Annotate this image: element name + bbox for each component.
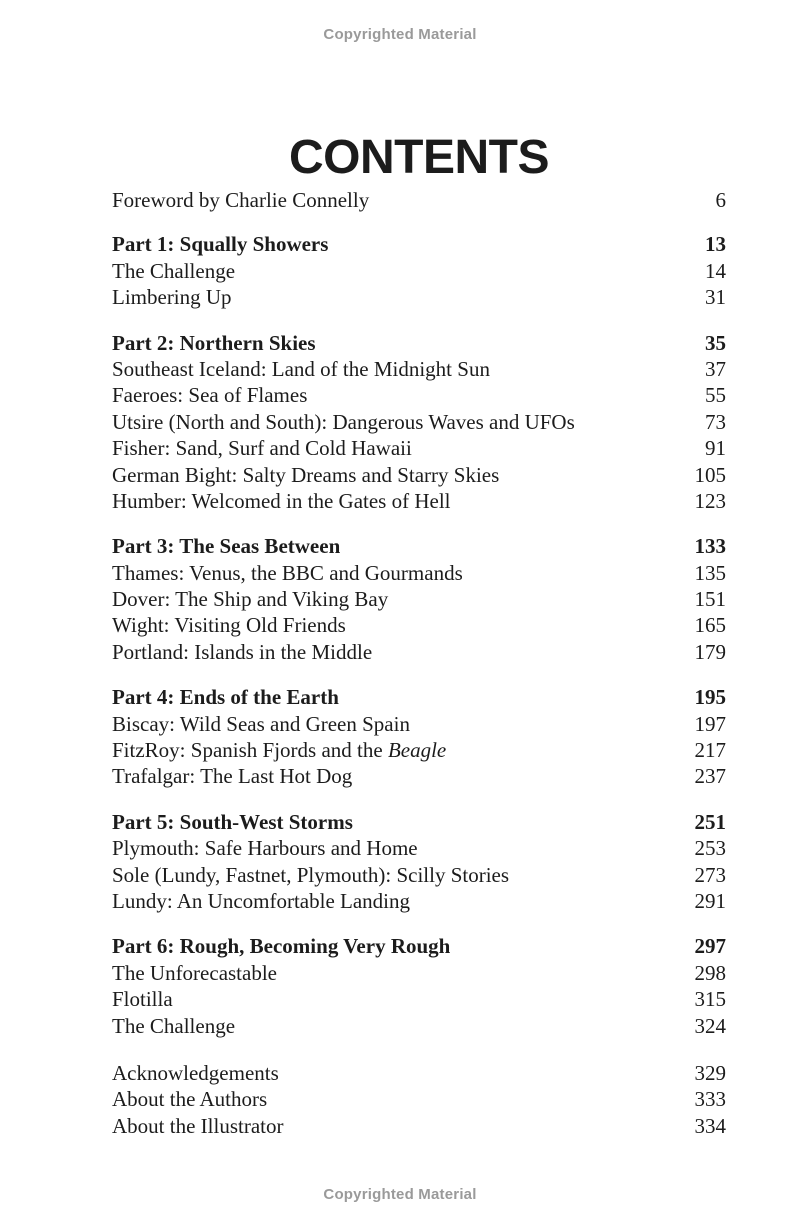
entry-title: Utsire (North and South): Dangerous Waves and UFOs [112, 409, 575, 434]
entry-page: 55 [705, 383, 726, 408]
entry-title: About the Authors [112, 1087, 268, 1112]
entry-title: Flotilla [112, 987, 173, 1012]
toc-entry [112, 560, 726, 586]
part-page: 133 [694, 534, 726, 559]
entry-page: 329 [694, 1060, 726, 1085]
entry-title: German Bight: Salty Dreams and Starry Skies [112, 462, 500, 487]
part-heading [112, 533, 726, 559]
part-page: 251 [694, 809, 726, 834]
toc-entry [112, 435, 726, 461]
part-title: Part 4: Ends of the Earth [112, 685, 339, 710]
part-heading [112, 684, 726, 710]
toc-entry [112, 409, 726, 435]
entry-title: Dover: The Ship and Viking Bay [112, 587, 389, 612]
part-heading [112, 231, 726, 257]
toc-entry [112, 1013, 726, 1039]
entry-title: Portland: Islands in the Middle [112, 639, 373, 664]
entry-page: 217 [694, 738, 726, 763]
toc-entry [112, 1060, 726, 1086]
toc-entry [112, 737, 726, 763]
entry-title: Acknowledgements [112, 1060, 279, 1085]
entry-title: Fisher: Sand, Surf and Cold Hawaii [112, 436, 412, 461]
entry-page: 135 [694, 560, 726, 585]
entry-page: 151 [694, 587, 726, 612]
entry-page: 6 [715, 188, 726, 212]
toc-entry [112, 284, 726, 310]
entry-title: The Challenge [112, 1013, 236, 1038]
entry-title: Sole (Lundy, Fastnet, Plymouth): Scilly Stories [112, 862, 510, 887]
entry-title: The Challenge [112, 258, 236, 283]
entry-page: 333 [694, 1087, 726, 1112]
entry-page: 37 [705, 356, 726, 381]
part-title: Part 1: Squally Showers [112, 232, 329, 257]
entry-title: Wight: Visiting Old Friends [112, 613, 346, 638]
entry-page: 105 [694, 462, 726, 487]
table-of-contents [112, 187, 726, 1139]
toc-entry [112, 711, 726, 737]
entry-title: Limbering Up [112, 285, 232, 310]
entry-page: 253 [694, 836, 726, 861]
entry-title: Southeast Iceland: Land of the Midnight Sun [112, 356, 490, 381]
part-title: Part 5: South-West Storms [112, 809, 353, 834]
toc-part-5 [112, 809, 726, 915]
entry-title: Trafalgar: The Last Hot Dog [112, 764, 353, 789]
part-title: Part 2: Northern Skies [112, 330, 316, 355]
entry-page: 179 [694, 639, 726, 664]
entry-page: 298 [694, 960, 726, 985]
toc-entry [112, 763, 726, 789]
toc-entry [112, 986, 726, 1012]
entry-page: 197 [694, 711, 726, 736]
toc-entry [112, 1113, 726, 1139]
toc-entry [112, 862, 726, 888]
entry-title-text: FitzRoy: Spanish Fjords and the [112, 738, 388, 763]
toc-entry [112, 888, 726, 914]
toc-entry [112, 382, 726, 408]
toc-entry [112, 258, 726, 284]
entry-title-italic: Beagle [387, 738, 447, 763]
entry-page: 165 [694, 613, 726, 638]
toc-entry [112, 835, 726, 861]
entry-page: 31 [705, 285, 726, 310]
toc-entry [112, 1086, 726, 1112]
toc-entry [112, 960, 726, 986]
entry-page: 237 [694, 764, 726, 789]
toc-part-4 [112, 684, 726, 790]
entry-page: 123 [694, 488, 726, 513]
part-page: 35 [705, 330, 726, 355]
toc-entry [112, 356, 726, 382]
entry-title: Biscay: Wild Seas and Green Spain [112, 711, 410, 736]
entry-page: 315 [694, 987, 726, 1012]
part-page: 297 [694, 934, 726, 959]
toc-back-matter [112, 1060, 726, 1139]
entry-title: Foreword by Charlie Connelly [112, 188, 370, 212]
toc-entry [112, 639, 726, 665]
entry-page: 324 [694, 1013, 726, 1038]
page-title: CONTENTS [289, 131, 549, 185]
toc-entry [112, 488, 726, 514]
entry-title: Lundy: An Uncomfortable Landing [112, 888, 411, 913]
toc-part-1 [112, 231, 726, 310]
entry-page: 91 [705, 436, 726, 461]
part-page: 195 [694, 685, 726, 710]
entry-page: 334 [694, 1113, 726, 1138]
entry-title: About the Illustrator [112, 1113, 284, 1138]
toc-entry [112, 187, 726, 213]
toc-part-3 [112, 533, 726, 665]
entry-page: 14 [705, 258, 726, 283]
part-heading [112, 330, 726, 356]
toc-foreword [112, 187, 726, 213]
watermark-bottom: Copyrighted Material [323, 1186, 477, 1203]
part-heading [112, 933, 726, 959]
part-heading [112, 809, 726, 835]
toc-part-6 [112, 933, 726, 1039]
entry-title: Faeroes: Sea of Flames [112, 383, 308, 408]
part-page: 13 [705, 232, 726, 257]
part-title: Part 3: The Seas Between [112, 534, 341, 559]
entry-title: Thames: Venus, the BBC and Gourmands [112, 560, 463, 585]
entry-page: 291 [694, 888, 726, 913]
entry-page: 273 [694, 862, 726, 887]
part-title: Part 6: Rough, Becoming Very Rough [112, 934, 451, 959]
toc-entry [112, 462, 726, 488]
entry-title: The Unforecastable [112, 960, 277, 985]
toc-entry [112, 612, 726, 638]
entry-title: Plymouth: Safe Harbours and Home [112, 836, 418, 861]
watermark-top: Copyrighted Material [323, 26, 477, 43]
entry-title: Humber: Welcomed in the Gates of Hell [112, 488, 451, 513]
entry-page: 73 [705, 409, 726, 434]
toc-entry [112, 586, 726, 612]
toc-part-2 [112, 330, 726, 515]
entry-title [112, 737, 446, 763]
